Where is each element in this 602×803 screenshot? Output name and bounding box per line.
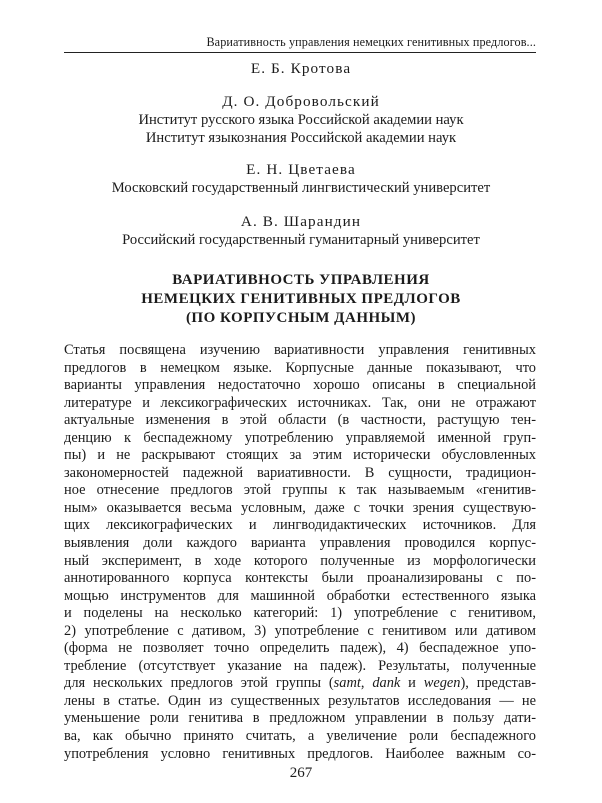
author-affiliation: Институт языкознания Российской академии наук [145,130,457,146]
abstract-line: закономерностей падежной вариативности. В сущности, традицион- [64,464,536,481]
abstract-line: аннотированного корпуса контексты были проанализированы с по- [64,570,536,587]
abstract-line: лены в статье. Один из существенных результатов исследования — не [64,692,536,709]
article-title-line: НЕМЕЦКИХ ГЕНИТИВНЫХ ПРЕДЛОГОВ [141,291,461,307]
abstract-line: варианты управления недостаточно хорошо описаны в специальной [64,377,536,394]
abstract-line: ва, как обычно принято считать, а увеличение роли беспадежного [64,728,536,745]
abstract-line: (форма не позволяет точно определить падеж), 4) беспадежное упо- [64,640,536,657]
abstract-line: и поделены на несколько категорий: 1) употребление с генитивом, [64,605,536,622]
abstract-line: выявления доли каждого варианта управления проводился корпус- [64,535,536,552]
author-affiliation: Московский государственный лингвистический университет [111,180,491,196]
author-affiliation: Институт русского языка Российской академии наук [138,112,464,128]
abstract-line: для нескольких предлогов этой группы (samt, dank и wegen), представ- [64,675,536,692]
author-name: Д. О. Добровольский [222,93,380,110]
abstract-line: пы) и не раскрывают стоящих за этим исторически обусловленных [64,447,536,464]
abstract [64,342,536,763]
abstract-line: предлогов в немецком языке. Корпусные данные показывают, что [64,359,536,376]
author-name: А. В. Шарандин [240,213,362,230]
abstract-line: мощью инструментов для машинной обработки естественного языка [64,587,536,604]
abstract-line: требление (отсутствует указание на падеж). Результаты, полученные [64,657,536,674]
abstract-line: денцию к беспадежному употреблению управляемой именной груп- [64,429,536,446]
abstract-line: щих лексикографических и лингводидактических источников. Для [64,517,536,534]
abstract-line: литературе и лексикографических источниках. Так, они не отражают [64,394,536,411]
abstract-line: 2) употребление с дативом, 3) употребление с генитивом или дативом [64,622,536,639]
abstract-line: ное отнесение предлогов этой группы к так называемым «генитив- [64,482,536,499]
abstract-line: ным» оказывается весьма условным, даже с точки зрения существую- [64,499,536,516]
abstract-line: Статья посвящена изучению вариативности управления генитивных [64,342,536,358]
abstract-line: ный эксперимент, в ходе которого полученные из морфологически [64,552,536,569]
abstract-line: уменьшение роли генитива в предложном управлении в пользу дати- [64,710,536,727]
running-head: Вариативность управления немецких генитивных предлогов... [206,35,536,49]
page-number: 267 [289,765,313,781]
abstract-line: употребления условно генитивных предлогов. Наиболее важным со- [64,745,536,762]
article-title-line: (ПО КОРПУСНЫМ ДАННЫМ) [185,310,417,326]
abstract-line: актуальные изменения в этой области (в частности, растущую тен- [64,412,536,429]
article-title-line: ВАРИАТИВНОСТЬ УПРАВЛЕНИЯ [172,272,430,288]
header-rule [64,52,536,53]
author-name: Е. Н. Цветаева [246,161,356,178]
author-affiliation: Российский государственный гуманитарный университет [122,232,480,248]
author-name: Е. Б. Кротова [250,60,352,77]
